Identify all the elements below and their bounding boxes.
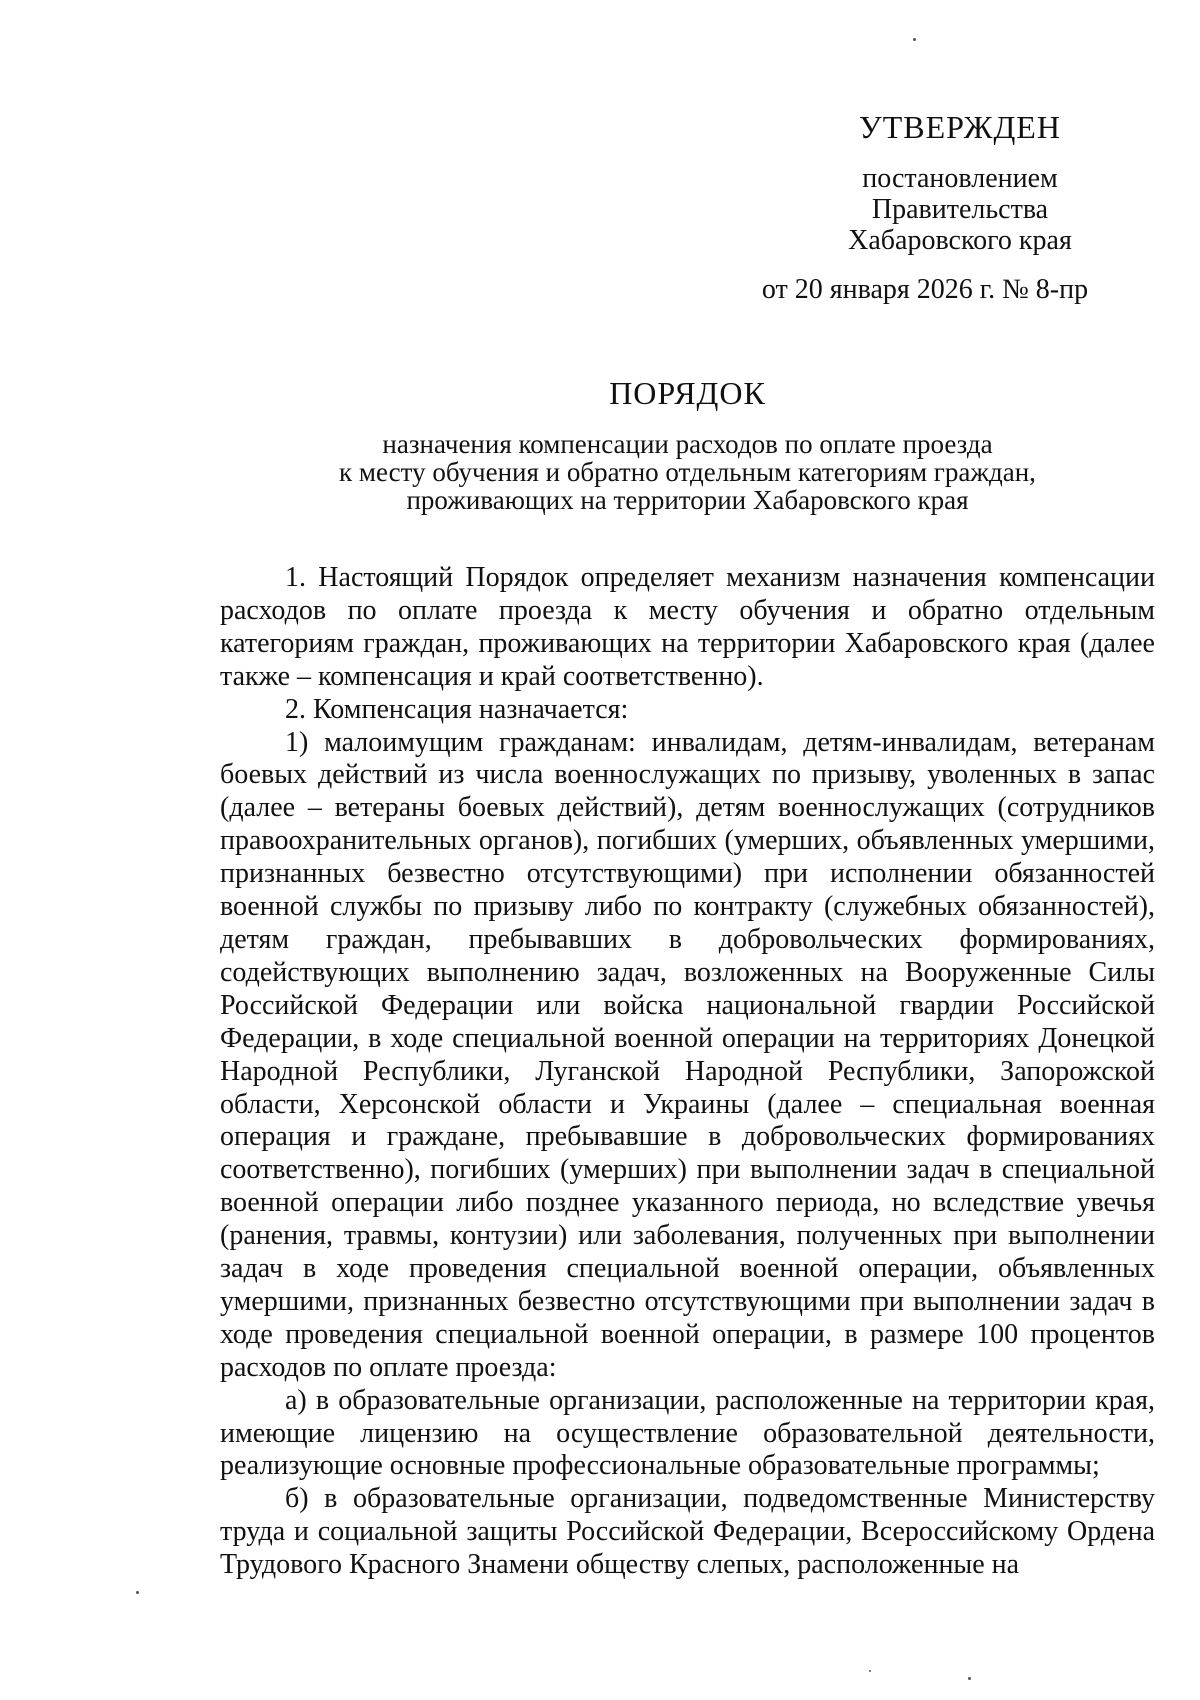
approval-date: от 20 января 2026 г. № 8-пр xyxy=(761,274,1089,305)
scan-speck xyxy=(869,1670,871,1672)
paragraph: 2. Компенсация назначается: xyxy=(285,693,629,725)
document-body xyxy=(220,562,1155,1582)
approval-line: постановлением xyxy=(862,163,1058,194)
scan-speck xyxy=(968,1677,971,1680)
title-subline: к месту обучения и обратно отдельным категориям граждан, xyxy=(339,457,1036,487)
title-subline: назначения компенсации расходов по оплате проезда xyxy=(382,429,993,459)
document-title xyxy=(220,375,1155,514)
approval-line: Правительства xyxy=(871,194,1049,225)
title-heading: ПОРЯДОК xyxy=(609,375,766,411)
approval-stamp xyxy=(760,109,1160,305)
paragraph: б) в образовательные организации, подведомственные Министерству труда и социальной защиты Российской Федерации, Всероссийскому Ордена Трудового Красного Знамени обществу слепых, расположенные на xyxy=(220,1483,1155,1581)
scan-speck xyxy=(136,1591,139,1594)
approval-line: Хабаровского края xyxy=(848,225,1072,256)
paragraph: 1. Настоящий Порядок определяет механизм назначения компенсации расходов по оплате проезда к месту обучения и обратно отдельным категориям граждан, проживающих на территории Хабаровского края (далее также – компенсация и край соответственно). xyxy=(220,562,1155,692)
title-subline: проживающих на территории Хабаровского края xyxy=(406,485,969,515)
scan-speck xyxy=(913,38,916,41)
paragraph: а) в образовательные организации, расположенные на территории края, имеющие лицензию на осуществление образовательной деятельности, реализующие основные профессиональные образовательные программы; xyxy=(220,1384,1155,1482)
approval-heading: УТВЕРЖДЕН xyxy=(859,109,1061,145)
paragraph: 1) малоимущим гражданам: инвалидам, детям-инвалидам, ветеранам боевых действий из числа военнослужащих по призыву, уволенных в запас (далее – ветераны боевых действий), детям военнослужащих (сотрудников правоохранительных органов), погибших (умерших, объявленных умершими, признанных безвестно отсутствующими) при исполнении обязанностей военной службы по призыву либо по контракту (служебных обязанностей), детям граждан, пребывавших в добровольческих формированиях, содействующих выполнению задач, возложенных на Вооруженные Силы Российской Федерации или войска национальной гвардии Российской Федерации, в ходе специальной военной операции на территориях Донецкой Народной Республики, Луганской Народной Республики, Запорожской области, Херсонской области и Украины (далее – специальная военная операция и граждане, пребывавшие в добровольческих формированиях соответственно), погибших (умерших) при выполнении задач в специальной военной операции либо позднее указанного периода, но вследствие увечья (ранения, травмы, контузии) или заболевания, полученных при выполнении задач в ходе проведения специальной военной операции, объявленных умершими, признанных безвестно отсутствующими при выполнении задач в ходе проведения специальной военной операции, в размере 100 процентов расходов по оплате проезда: xyxy=(220,726,1155,1383)
